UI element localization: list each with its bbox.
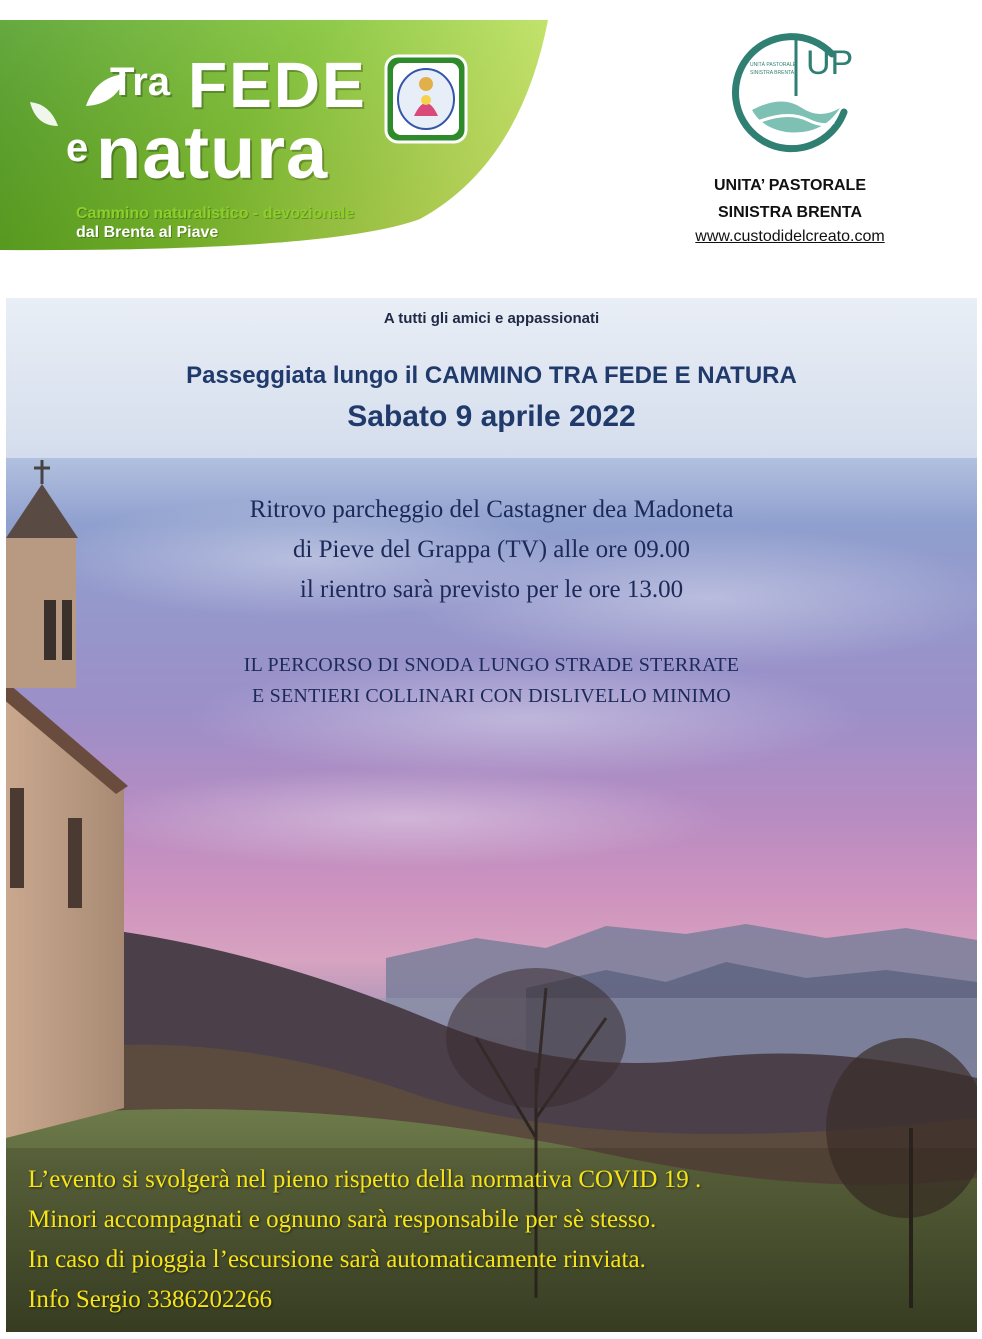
svg-text:SINISTRA BRENTA: SINISTRA BRENTA [750,70,795,76]
route-line: IL PERCORSO DI SNODA LUNGO STRADE STERRATE [243,654,740,676]
pastoral-unit-line1: UNITA’ PASTORALE [713,177,866,194]
note-contact: Info Sergio 3386202266 [28,1286,272,1313]
note-covid: L’evento si svolgerà nel pieno rispetto della normativa COVID 19 . [28,1166,702,1193]
meeting-line: Ritrovo parcheggio del Castagner dea Madoneta [249,496,734,523]
route-line: E SENTIERI COLLINARI CON DISLIVELLO MINIMO [252,685,731,707]
tra-fede-e-natura-logo [0,14,560,254]
note-minors: Minori accompagnati e ognuno sarà responsabile per sè stesso. [28,1206,657,1233]
header [0,0,982,300]
brand-tagline [76,204,354,242]
meeting-line: di Pieve del Grappa (TV) alle ore 09.00 [292,536,691,563]
poster [6,298,977,1332]
pastoral-unit-name [660,172,920,226]
pastoral-unit-logo-icon [722,24,858,160]
tagline-line2: dal Brenta al Piave [76,224,219,241]
meeting-line: il rientro sarà previsto per le ore 13.00 [299,576,684,603]
route-description [6,650,977,712]
pastoral-unit-line2: SINISTRA BRENTA [718,204,862,221]
website-link[interactable]: www.custodidelcreato.com [695,228,885,245]
up-initials: UP [806,44,854,82]
brand-word-fede: FEDE [188,49,367,121]
madonna-emblem-icon [384,54,468,144]
brand-word-tra: Tra [110,60,171,104]
note-rain: In caso di pioggia l’escursione sarà automaticamente rinviata. [28,1246,646,1273]
tagline-line1: Cammino naturalistico - devozionale [76,205,355,222]
event-date: Sabato 9 aprile 2022 [347,400,636,433]
brand-word-natura: natura [96,111,329,194]
event-notes [28,1160,968,1320]
event-title: Passeggiata lungo il CAMMINO TRA FEDE E NATURA [186,362,797,389]
invite-line: A tutti gli amici e appassionati [383,310,600,327]
brand-word-e: e [66,126,89,170]
svg-text:UNITÀ PASTORALE: UNITÀ PASTORALE [750,62,796,68]
meeting-info [6,490,977,610]
